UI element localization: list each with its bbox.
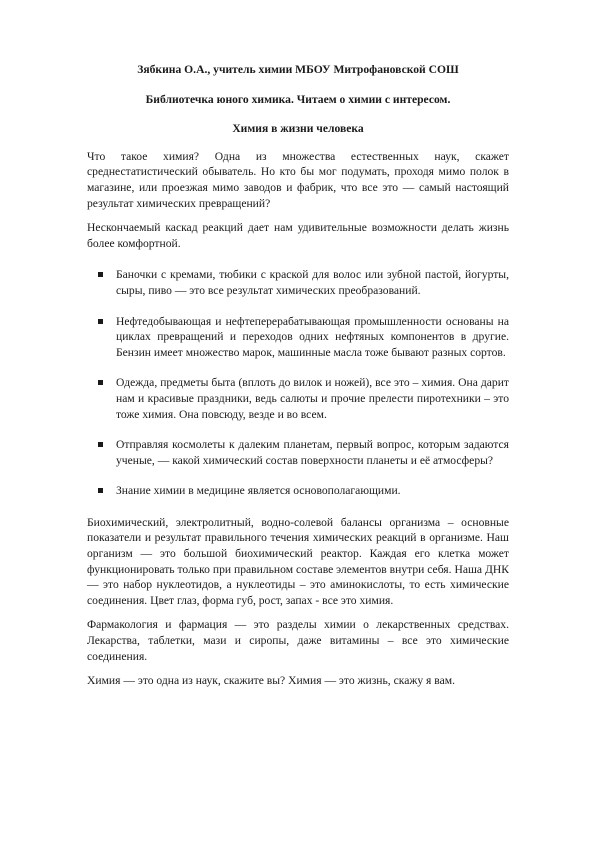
- list-item: [87, 267, 509, 298]
- document-page: [87, 62, 509, 698]
- body-paragraph: Фармакология и фармация — это разделы химии о лекарственных средствах. Лекарства, таблетки, мази и сиропы, даже витамины – все это химические соединения.: [87, 618, 509, 663]
- square-bullet-icon: [98, 442, 103, 447]
- list-item: [87, 483, 509, 499]
- list-item-text: Нефтедобывающая и нефтеперерабатывающая промышленности основаны на циклах превращений и переходов одних нефтяных компонентов в другие. Бензин имеет множество марок, машинные масла тоже бывают разных сортов.: [116, 314, 509, 359]
- list-item-text: Отправляя космолеты к далеким планетам, первый вопрос, которым задаются ученые, — какой химический состав поверхности планеты и её атмосферы?: [116, 438, 509, 467]
- closing-paragraph: Химия — это одна из наук, скажите вы? Химия — это жизнь, скажу я вам.: [87, 674, 455, 688]
- list-item: [87, 375, 509, 422]
- list-item: [87, 437, 509, 468]
- square-bullet-icon: [98, 319, 103, 324]
- list-item: [87, 314, 509, 361]
- bullet-list: [87, 267, 509, 499]
- list-item-text: Баночки с кремами, тюбики с краской для волос или зубной пастой, йогурты, сыры, пиво — это все результат химических преобразований.: [116, 268, 509, 297]
- square-bullet-icon: [98, 380, 103, 385]
- body-paragraph: Биохимический, электролитный, водно-солевой балансы организма – основные показатели и результат правильного течения химических реакций в организме. Наш организм — это большой биохимический реактор. Каждая его клетка может функционировать только при правильном составе элементов внутри себя. Наша ДНК — это набор нуклеотидов, а нуклеотиды – это аминокислоты, то есть химические соединения. Цвет глаз, форма губ, рост, запах - все это химия.: [87, 515, 509, 607]
- intro-paragraph: Что такое химия? Одна из множества естественных наук, скажет среднестатистический обыватель. Но кто бы мог подумать, проходя мимо полок в магазине, или проезжая мимо заводов и фабрик, что все это — самый настоящий результат химических превращений?: [87, 149, 509, 210]
- intro-paragraph: Нескончаемый каскад реакций дает нам удивительные возможности делать жизнь более комфортной.: [87, 221, 509, 250]
- author-line: Зябкина О.А., учитель химии МБОУ Митрофановской СОШ: [137, 63, 459, 76]
- list-item-text: Знание химии в медицине является основополагающими.: [116, 484, 401, 498]
- square-bullet-icon: [98, 488, 103, 493]
- series-title: Библиотечка юного химика. Читаем о химии с интересом.: [145, 92, 451, 106]
- square-bullet-icon: [98, 272, 103, 277]
- page-title: Химия в жизни человека: [232, 122, 364, 136]
- list-item-text: Одежда, предметы быта (вплоть до вилок и ножей), все это – химия. Она дарит нам и красивые праздники, ведь салюты и прочие прелести пиротехники – это тоже химия. Она повсюду, везде и во всем.: [116, 376, 509, 421]
